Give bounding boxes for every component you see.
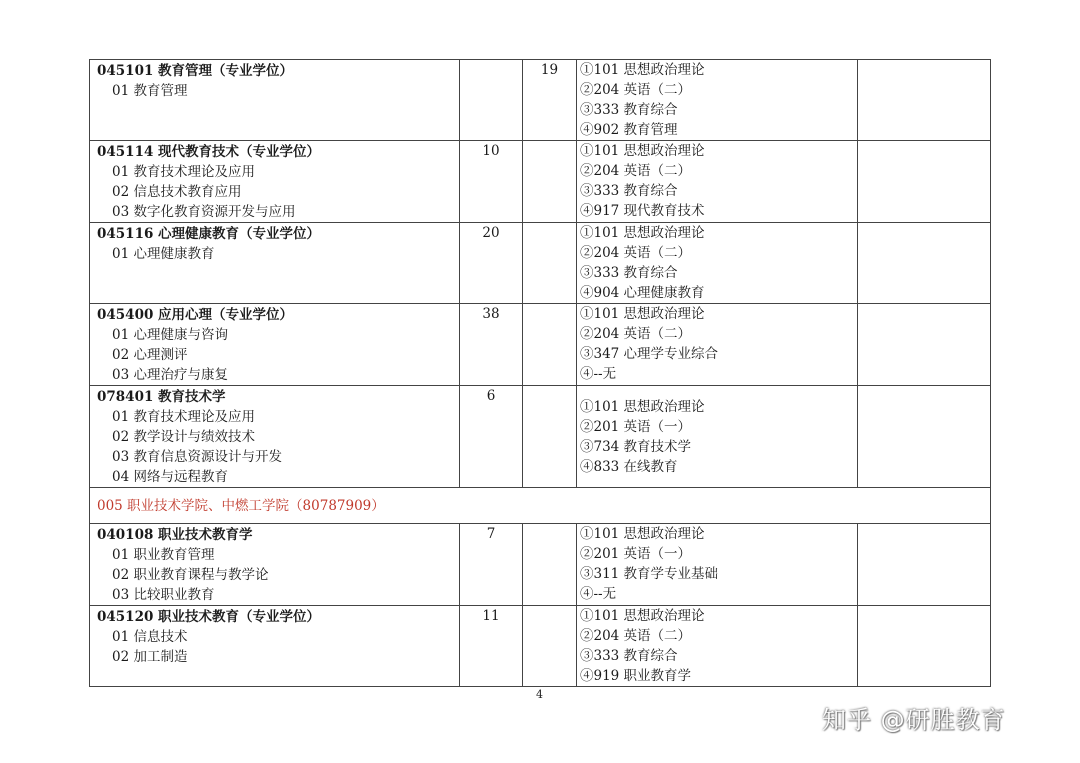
exemption-count [523, 223, 577, 304]
remarks-cell [858, 141, 991, 223]
exam-subject: ③734 教育技术学 [580, 439, 692, 455]
exemption-count [523, 141, 577, 223]
enrollment-count: 20 [460, 223, 523, 304]
major-cell [90, 60, 460, 141]
enrollment-count: 11 [460, 606, 523, 687]
research-direction: 02 教学设计与绩效技术 [112, 429, 255, 445]
exam-subject: ③333 教育综合 [580, 102, 678, 118]
research-direction: 02 信息技术教育应用 [112, 184, 242, 200]
major-cell [90, 223, 460, 304]
remarks-cell [858, 304, 991, 386]
table-row [90, 524, 991, 606]
college-header-row [90, 488, 991, 524]
exam-subjects-cell [577, 141, 858, 223]
exam-subjects-cell [577, 60, 858, 141]
exam-subject: ④904 心理健康教育 [580, 285, 705, 301]
table-row [90, 141, 991, 223]
research-direction: 02 职业教育课程与教学论 [112, 567, 269, 583]
exam-subject: ①101 思想政治理论 [580, 225, 705, 241]
major-cell [90, 141, 460, 223]
research-direction: 01 职业教育管理 [112, 547, 215, 563]
research-direction: 01 教育技术理论及应用 [112, 409, 255, 425]
exam-subject: ③333 教育综合 [580, 183, 678, 199]
table-row [90, 60, 991, 141]
exemption-count [523, 606, 577, 687]
exemption-count [523, 304, 577, 386]
college-name: 005 职业技术学院、中燃工学院（80787909） [90, 488, 991, 524]
major-cell [90, 606, 460, 687]
major-title: 045116 心理健康教育（专业学位） [97, 226, 321, 242]
major-title: 045101 教育管理（专业学位） [97, 63, 294, 79]
remarks-cell [858, 60, 991, 141]
exam-subject: ④--无 [580, 586, 617, 602]
exemption-count [523, 524, 577, 606]
enrollment-count: 7 [460, 524, 523, 606]
remarks-cell [858, 386, 991, 488]
exam-subject: ④917 现代教育技术 [580, 203, 705, 219]
major-title: 045114 现代教育技术（专业学位） [97, 144, 321, 160]
exam-subject: ①101 思想政治理论 [580, 143, 705, 159]
research-direction: 01 信息技术 [112, 629, 188, 645]
research-direction: 01 教育管理 [112, 83, 188, 99]
remarks-cell [858, 606, 991, 687]
remarks-cell [858, 223, 991, 304]
exam-subject: ③347 心理学专业综合 [580, 346, 719, 362]
exam-subject: ②204 英语（二） [580, 245, 692, 261]
exemption-count [523, 386, 577, 488]
exam-subject: ③333 教育综合 [580, 265, 678, 281]
exam-subjects-cell [577, 386, 858, 488]
exam-subjects-cell [577, 606, 858, 687]
exam-subject: ②201 英语（一） [580, 546, 692, 562]
exam-subject: ②204 英语（二） [580, 82, 692, 98]
page-number: 4 [536, 688, 543, 701]
major-cell [90, 524, 460, 606]
exam-subject: ③311 教育学专业基础 [580, 566, 719, 582]
exam-subjects-cell [577, 223, 858, 304]
research-direction: 03 心理治疗与康复 [112, 367, 228, 383]
exam-subject: ①101 思想政治理论 [580, 62, 705, 78]
major-cell [90, 304, 460, 386]
research-direction: 01 心理健康与咨询 [112, 327, 228, 343]
exam-subject: ①101 思想政治理论 [580, 306, 705, 322]
exam-subject: ①101 思想政治理论 [580, 526, 705, 542]
exam-subject: ③333 教育综合 [580, 648, 678, 664]
table-row [90, 223, 991, 304]
major-cell [90, 386, 460, 488]
exam-subject: ④902 教育管理 [580, 122, 678, 138]
watermark: 知乎 @研胜教育 [822, 706, 1006, 734]
major-title: 078401 教育技术学 [97, 389, 226, 405]
exam-subject: ①101 思想政治理论 [580, 608, 705, 624]
research-direction: 01 教育技术理论及应用 [112, 164, 255, 180]
enrollment-table [89, 59, 991, 687]
exam-subject: ②204 英语（二） [580, 628, 692, 644]
exam-subject: ②204 英语（二） [580, 163, 692, 179]
exam-subject: ①101 思想政治理论 [580, 399, 705, 415]
exam-subject: ④919 职业教育学 [580, 668, 692, 684]
exam-subjects-cell [577, 304, 858, 386]
exam-subject: ④--无 [580, 366, 617, 382]
enrollment-count: 38 [460, 304, 523, 386]
remarks-cell [858, 524, 991, 606]
enrollment-count [460, 60, 523, 141]
major-title: 040108 职业技术教育学 [97, 527, 253, 543]
exam-subject: ②201 英语（一） [580, 419, 692, 435]
exam-subject: ④833 在线教育 [580, 459, 678, 475]
research-direction: 03 数字化教育资源开发与应用 [112, 204, 296, 220]
research-direction: 02 心理测评 [112, 347, 188, 363]
research-direction: 01 心理健康教育 [112, 246, 215, 262]
enrollment-count: 10 [460, 141, 523, 223]
exam-subjects-cell [577, 524, 858, 606]
research-direction: 04 网络与远程教育 [112, 469, 228, 485]
exemption-count: 19 [523, 60, 577, 141]
major-title: 045400 应用心理（专业学位） [97, 307, 294, 323]
research-direction: 03 比较职业教育 [112, 587, 215, 603]
major-title: 045120 职业技术教育（专业学位） [97, 609, 321, 625]
exam-subject: ②204 英语（二） [580, 326, 692, 342]
research-direction: 02 加工制造 [112, 649, 188, 665]
table-row [90, 606, 991, 687]
table-row [90, 304, 991, 386]
enrollment-count: 6 [460, 386, 523, 488]
research-direction: 03 教育信息资源设计与开发 [112, 449, 282, 465]
table-row [90, 386, 991, 488]
